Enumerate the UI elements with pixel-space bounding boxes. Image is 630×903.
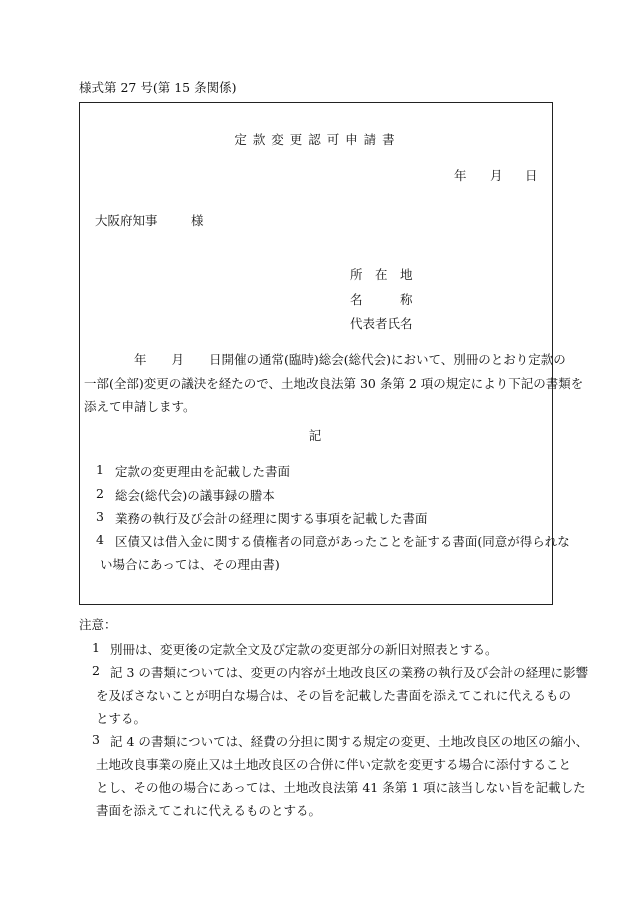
item-number: 3	[96, 509, 104, 524]
note-text-continuation: とする。	[96, 711, 147, 726]
notes-heading: 注意：	[79, 617, 117, 632]
addressee-name: 大阪府知事	[95, 213, 158, 228]
item-text: 区債又は借入金に関する債権者の同意があったことを証する書面(同意が得られな	[115, 534, 570, 549]
field-representative-label: 代表者氏名	[350, 316, 413, 331]
note-number: 2	[92, 663, 100, 678]
note-text-continuation: 書面を添えてこれに代えるものとする。	[96, 803, 322, 818]
document-title: 定 款 変 更 認 可 申 請 書	[234, 132, 396, 147]
item-number: 2	[96, 486, 104, 501]
field-name-label: 名 称	[350, 292, 413, 307]
note-text: 別冊は、変更後の定款全文及び定款の変更部分の新旧対照表とする。	[110, 642, 498, 657]
note-text-continuation: を及ぼさないことが明白な場合は、その旨を記載した書面を添えてこれに代えるもの	[96, 688, 572, 703]
item-number: 1	[96, 462, 104, 477]
body-line: 年 月 日開催の通常(臨時)総会(総代会)において、別冊のとおり定款の	[84, 352, 566, 367]
note-text: 記 3 の書類については、変更の内容が土地改良区の業務の執行及び会計の経理に影響	[110, 665, 589, 680]
item-text: 定款の変更理由を記載した書面	[115, 464, 291, 479]
date-month: 月	[490, 168, 503, 183]
form-number-label: 様式第 27 号(第 15 条関係)	[79, 80, 237, 95]
item-text: 総会(総代会)の議事録の謄本	[115, 488, 275, 503]
date-day: 日	[525, 168, 538, 183]
ki-heading: 記	[308, 428, 322, 443]
note-number: 1	[92, 640, 100, 655]
note-text-continuation: 土地改良事業の廃止又は土地改良区の合併に伴い定款を変更する場合に添付すること	[96, 757, 572, 772]
field-address-label: 所 在 地	[350, 267, 413, 282]
body-line: 一部(全部)変更の議決を経たので、土地改良法第 30 条第 2 項の規定により下記の書類を	[84, 376, 584, 391]
date-year: 年	[454, 168, 467, 183]
note-text-continuation: とし、その他の場合にあっては、土地改良法第 41 条第 1 項に該当しない旨を記載した	[96, 780, 586, 795]
item-text: 業務の執行及び会計の経理に関する事項を記載した書面	[115, 511, 428, 526]
item-number: 4	[96, 532, 104, 547]
note-text: 記 4 の書類については、経費の分担に関する規定の変更、土地改良区の地区の縮小、	[110, 734, 589, 749]
addressee-honorific: 様	[191, 213, 204, 228]
item-text-continuation: い場合にあっては、その理由書)	[100, 557, 280, 572]
note-number: 3	[92, 732, 100, 747]
body-line: 添えて申請します。	[84, 399, 196, 414]
